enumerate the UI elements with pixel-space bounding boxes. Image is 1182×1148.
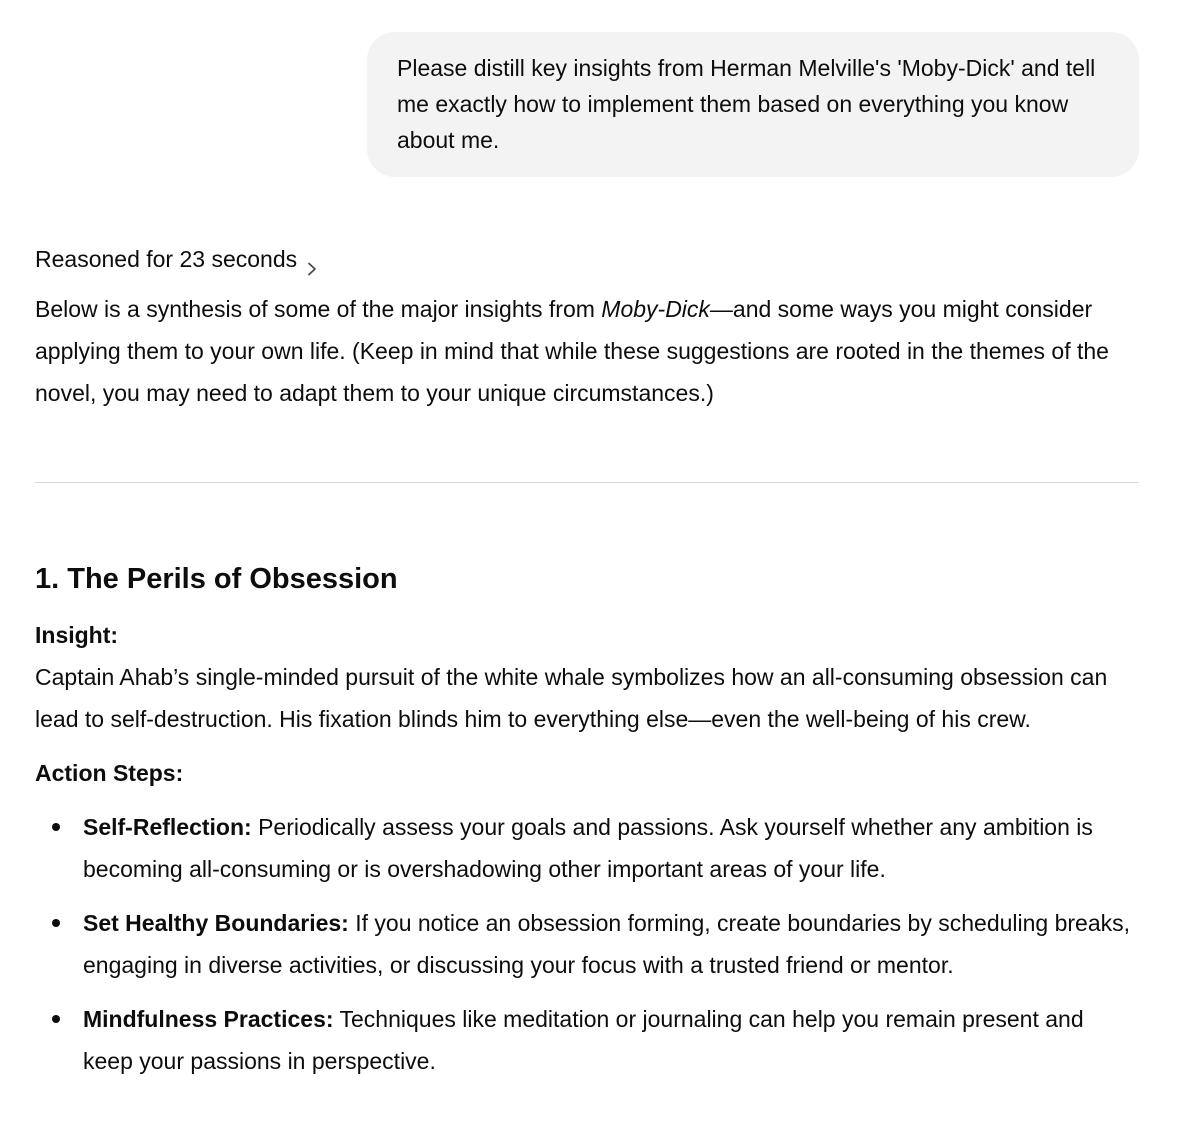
insight-text: Captain Ahab’s single-minded pursuit of the white whale symbolizes how an all-consuming obsession can lead to self-destruction. His fixation blinds him to everything else—even the well-being of his crew. — [35, 664, 1108, 732]
response-intro — [35, 288, 1139, 414]
book-title: Moby-Dick — [601, 296, 710, 322]
action-text: If you notice an obsession forming, create boundaries by scheduling breaks, engaging in diverse activities, or discussing your focus with a trusted friend or mentor. — [83, 910, 1131, 978]
insight-label: Insight: — [35, 622, 119, 648]
intro-text-after: —and some ways you might consider applying them to your own life. (Keep in mind that while these suggestions are rooted in the themes of the novel, you may need to adapt them to your unique circumstances.) — [35, 296, 1109, 406]
user-message-row — [35, 0, 1139, 177]
list-item — [35, 806, 1139, 890]
bullet-icon — [52, 1015, 60, 1023]
assistant-response — [35, 288, 1139, 1082]
conversation — [35, 0, 1139, 1094]
action-title: Set Healthy Boundaries: — [83, 910, 349, 936]
action-text: Techniques like meditation or journaling can help you remain present and keep your passions in perspective. — [83, 1006, 1084, 1074]
section-divider — [35, 482, 1139, 483]
list-item — [35, 998, 1139, 1082]
intro-text-before: Below is a synthesis of some of the major insights from — [35, 296, 602, 322]
action-steps-label: Action Steps: — [35, 760, 184, 786]
chevron-right-icon — [305, 251, 319, 267]
action-title: Mindfulness Practices: — [83, 1006, 334, 1032]
bullet-icon — [52, 823, 60, 831]
section-heading: 1. The Perils of Obsession — [35, 563, 398, 595]
action-title: Self-Reflection: — [83, 814, 252, 840]
reasoning-toggle[interactable] — [35, 241, 319, 277]
action-steps-list — [35, 806, 1139, 1082]
user-message-bubble: Please distill key insights from Herman Melville's 'Moby-Dick' and tell me exactly how to implement them based on everything you know about me. — [367, 32, 1139, 177]
reasoning-label: Reasoned for 23 seconds — [35, 246, 298, 272]
bullet-icon — [52, 919, 60, 927]
action-text: Periodically assess your goals and passions. Ask yourself whether any ambition is becoming all-consuming or is overshadowing other important areas of your life. — [83, 814, 1093, 882]
list-item — [35, 902, 1139, 986]
